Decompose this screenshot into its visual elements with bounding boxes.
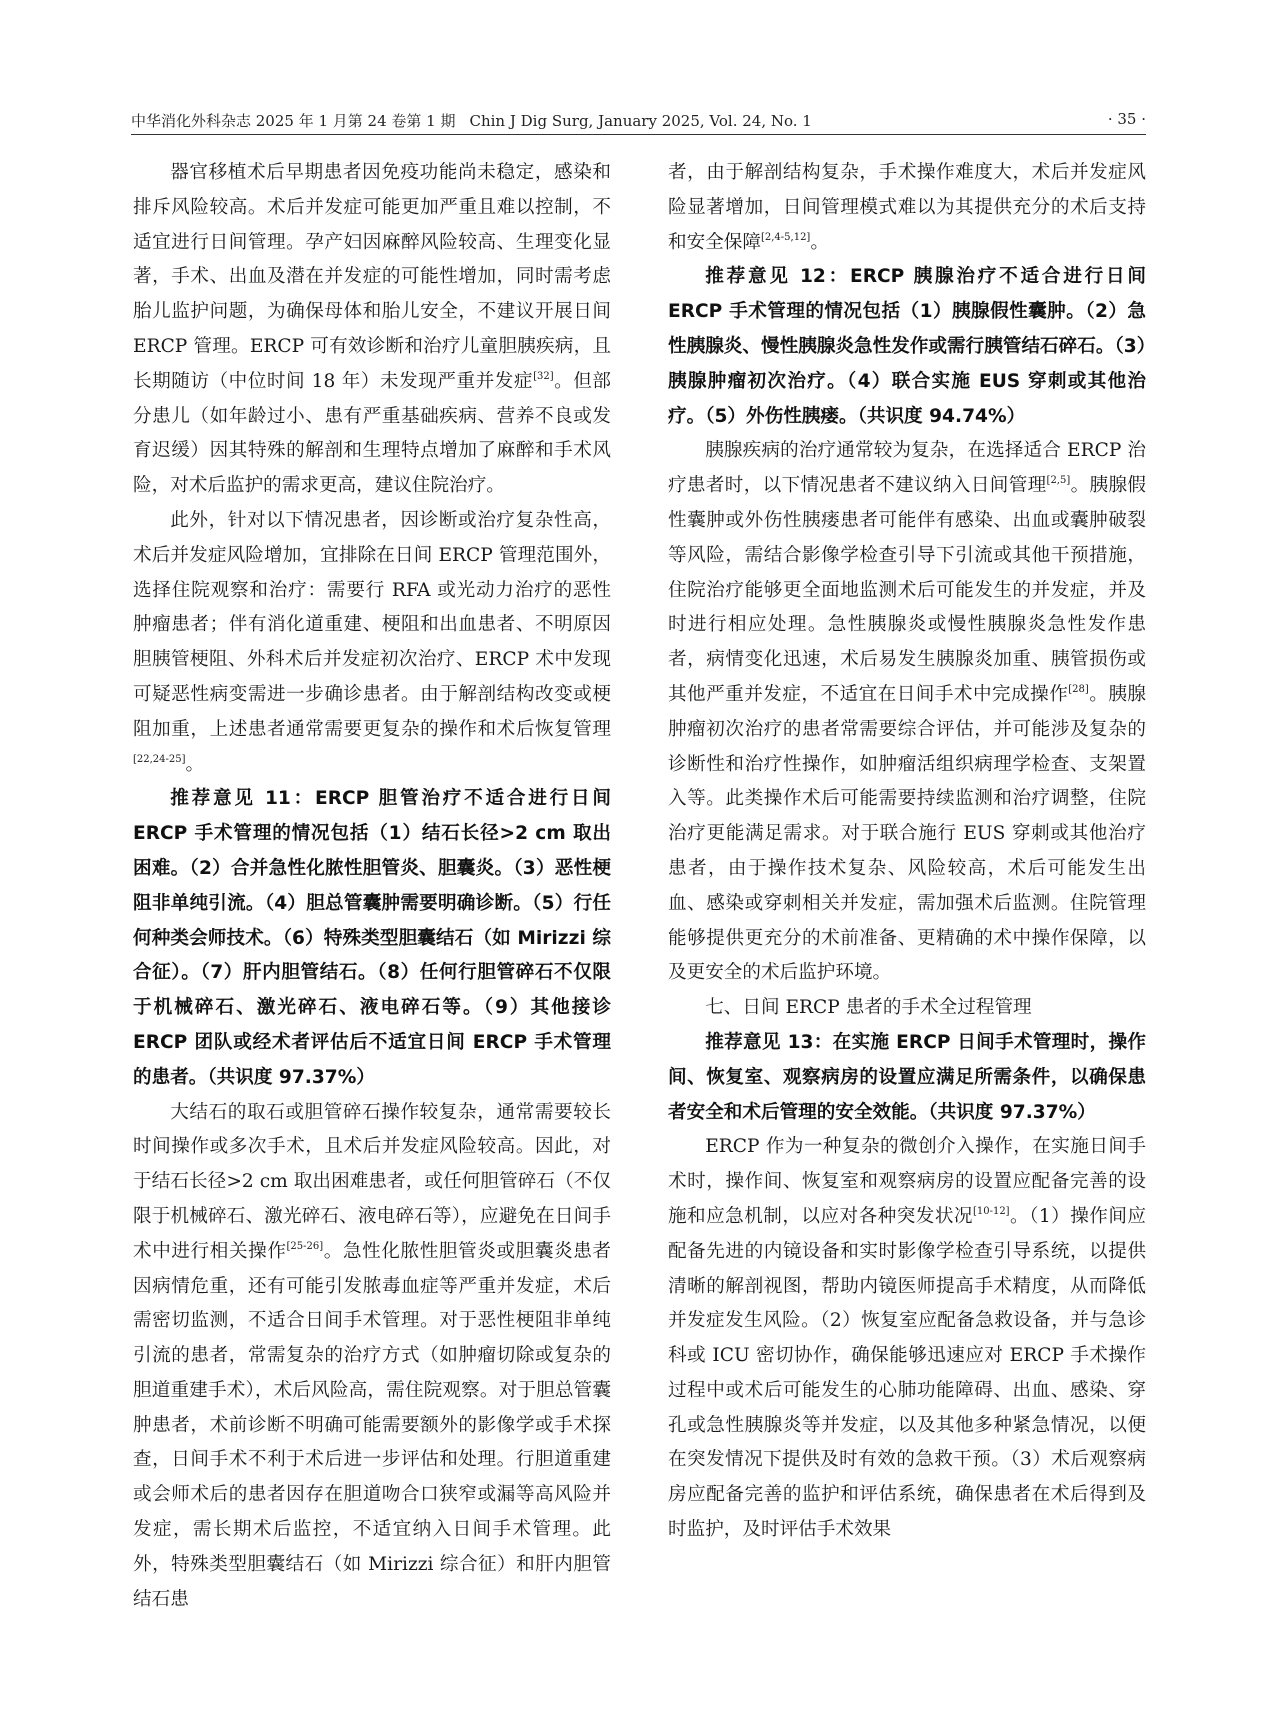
body-paragraph: 胰腺疾病的治疗通常较为复杂，在选择适合 ERCP 治疗患者时，以下情况患者不建议纳入日间管理[2,5]。胰腺假性囊肿或外伤性胰瘘患者可能伴有感染、出血或囊肿破裂等风险，需结合影像学检查引导下引流或其他干预措施，住院治疗能够更全面地监测术后可能发生的并发症，并及时进行相应处理。急性胰腺炎或慢性胰腺炎急性发作患者，病情变化迅速，术后易发生胰腺炎加重、胰管损伤或其他严重并发症，不适宜在日间手术中完成操作[28]。胰腺肿瘤初次治疗的患者常需要综合评估，并可能涉及复杂的诊断性和治疗性操作，如肿瘤活组织病理学检查、支架置入等。此类操作术后可能需要持续监测和治疗调整，住院治疗更能满足需求。对于联合施行 EUS 穿刺或其他治疗患者，由于操作技术复杂、风险较高，术后可能发生出血、感染或穿刺相关并发症，需加强术后监测。住院管理能够提供更充分的术前准备、更精确的术中操作保障，以及更安全的术后监护环境。 [668, 440, 1146, 984]
citation-ref[interactable]: [10-12] [972, 1205, 1010, 1217]
citation-ref[interactable]: [32] [533, 370, 554, 382]
right-column [668, 156, 1146, 1548]
citation-ref[interactable]: [2,5] [1046, 475, 1071, 487]
citation-ref[interactable]: [25-26] [286, 1240, 324, 1252]
left-column [133, 156, 611, 1617]
recommendation-13: 推荐意见 13：在实施 ERCP 日间手术管理时，操作间、恢复室、观察病房的设置应满足所需条件，以确保患者安全和术后管理的安全效能。（共识度 97.37%） [668, 1031, 1146, 1123]
body-paragraph: 者，由于解剖结构复杂，手术操作难度大，术后并发症风险显著增加，日间管理模式难以为其提供充分的术后支持和安全保障[2,4-5,12]。 [668, 162, 1146, 253]
journal-citation [131, 110, 812, 131]
journal-title-cn: 中华消化外科杂志 2025 年 1 月第 24 卷第 1 期 [131, 112, 456, 130]
journal-title-en: Chin J Dig Surg, January 2025, Vol. 24, No. 1 [469, 112, 812, 130]
body-paragraph: 此外，针对以下情况患者，因诊断或治疗复杂性高，术后并发症风险增加，宜排除在日间 ERCP 管理范围外，选择住院观察和治疗：需要行 RFA 或光动力治疗的恶性肿瘤患者；伴有消化道重建、梗阻和出血患者、不明原因胆胰管梗阻、外科术后并发症初次治疗、ERCP 术中发现可疑恶性病变需进一步确诊患者。由于解剖结构改变或梗阻加重，上述患者通常需要更复杂的操作和术后恢复管理[22,24-25]。 [133, 509, 611, 775]
recommendation-11: 推荐意见 11：ERCP 胆管治疗不适合进行日间 ERCP 手术管理的情况包括（1）结石长径>2 cm 取出困难。（2）合并急性化脓性胆管炎、胆囊炎。（3）恶性梗阻非单纯引流。（4）胆总管囊肿需要明确诊断。（5）行任何种类会师技术。（6）特殊类型胆囊结石（如 Mirizzi 综合征）。（7）肝内胆管结石。（8）任何行胆管碎石不仅限于机械碎石、激光碎石、液电碎石等。（9）其他接诊 ERCP 团队或经术者评估后不适宜日间 ERCP 手术管理的患者。（共识度 97.37%） [133, 788, 611, 1088]
recommendation-12: 推荐意见 12：ERCP 胰腺治疗不适合进行日间 ERCP 手术管理的情况包括（1）胰腺假性囊肿。（2）急性胰腺炎、慢性胰腺炎急性发作或需行胰管结石碎石。（3）胰腺肿瘤初次治疗。（4）联合实施 EUS 穿刺或其他治疗。（5）外伤性胰瘘。（共识度 94.74%） [668, 266, 1146, 427]
body-paragraph: 大结石的取石或胆管碎石操作较复杂，通常需要较长时间操作或多次手术，且术后并发症风险较高。因此，对于结石长径>2 cm 取出困难患者，或任何胆管碎石（不仅限于机械碎石、激光碎石、液电碎石等），应避免在日间手术中进行相关操作[25-26]。急性化脓性胆管炎或胆囊炎患者因病情危重，还有可能引发脓毒血症等严重并发症，术后需密切监测，不适合日间手术管理。对于恶性梗阻非单纯引流的患者，常需复杂的治疗方式（如肿瘤切除或复杂的胆道重建手术），术后风险高，需住院观察。对于胆总管囊肿患者，术前诊断不明确可能需要额外的影像学或手术探查，日间手术不利于术后进一步评估和处理。行胆道重建或会师术后的患者因存在胆道吻合口狭窄或漏等高风险并发症，需长期术后监控，不适宜纳入日间手术管理。此外，特殊类型胆囊结石（如 Mirizzi 综合征）和肝内胆管结石患 [133, 1101, 611, 1610]
running-header [131, 104, 1146, 134]
citation-ref[interactable]: [22,24-25] [133, 753, 186, 765]
page-number: · 35 · [1107, 110, 1146, 128]
citation-ref[interactable]: [28] [1068, 683, 1089, 695]
body-paragraph: ERCP 作为一种复杂的微创介入操作，在实施日间手术时，操作间、恢复室和观察病房的设置应配备完善的设施和应急机制，以应对各种突发状况[10-12]。（1）操作间应配备先进的内镜设备和实时影像学检查引导系统，以提供清晰的解剖视图，帮助内镜医师提高手术精度，从而降低并发症发生风险。（2）恢复室应配备急救设备，并与急诊科或 ICU 密切协作，确保能够迅速应对 ERCP 手术操作过程中或术后可能发生的心肺功能障碍、出血、感染、穿孔或急性胰腺炎等并发症，以及其他多种紧急情况，以便在突发情况下提供及时有效的急救干预。（3）术后观察病房应配备完善的监护和评估系统，确保患者在术后得到及时监护，及时评估手术效果 [668, 1136, 1146, 1541]
header-rule [131, 134, 1146, 135]
section-heading: 七、日间 ERCP 患者的手术全过程管理 [705, 997, 1032, 1019]
body-paragraph: 器官移植术后早期患者因免疫功能尚未稳定，感染和排斥风险较高。术后并发症可能更加严重且难以控制，不适宜进行日间管理。孕产妇因麻醉风险较高、生理变化显著，手术、出血及潜在并发症的可能性增加，同时需考虑胎儿监护问题，为确保母体和胎儿安全，不建议开展日间 ERCP 管理。ERCP 可有效诊断和治疗儿童胆胰疾病，且长期随访（中位时间 18 年）未发现严重并发症[32]。但部分患儿（如年龄过小、患有严重基础疾病、营养不良或发育迟缓）因其特殊的解剖和生理特点增加了麻醉和手术风险，对术后监护的需求更高，建议住院治疗。 [133, 162, 611, 497]
citation-ref[interactable]: [2,4-5,12] [760, 231, 811, 243]
